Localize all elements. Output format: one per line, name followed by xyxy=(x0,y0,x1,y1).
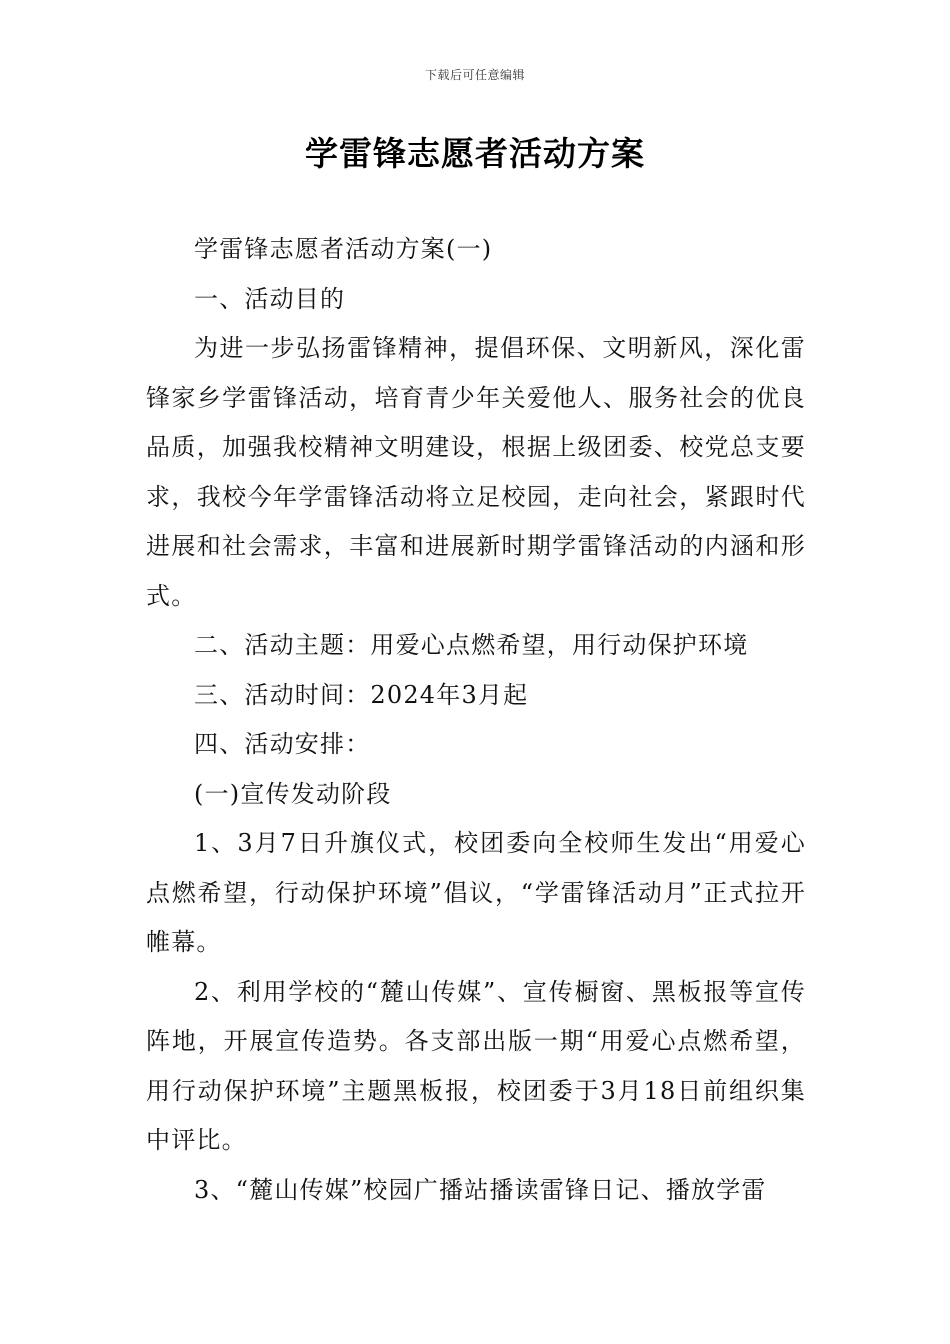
section-heading-arrangement: 四、活动安排： xyxy=(194,730,371,758)
list-item-2: 2、利用学校的“麓山传媒”、宣传橱窗、黑板报等宣传阵地，开展宣传造势。各支部出版一期“用爱心点燃希望，用行动保护环境”主题黑板报，校团委于3月18日前组织集中评比。 xyxy=(146,977,806,1154)
section-heading-time: 三、活动时间：2024年3月起 xyxy=(194,680,529,709)
section-heading-purpose: 一、活动目的 xyxy=(194,284,346,313)
header-note: 下载后可任意编辑 xyxy=(424,68,525,82)
list-item-1: 1、3月7日升旗仪式，校团委向全校师生发出“用爱心点燃希望，行动保护环境”倡议，“学雷锋活动月”正式拉开帷幕。 xyxy=(146,829,806,956)
subsection-heading-publicity: (一)宣传发动阶段 xyxy=(194,779,392,808)
section-heading-theme: 二、活动主题：用爱心点燃希望，用行动保护环境 xyxy=(194,631,749,659)
purpose-paragraph: 为进一步弘扬雷锋精神，提倡环保、文明新风，深化雷锋家乡学雷锋活动，培育青少年关爱他人、服务社会的优良品质，加强我校精神文明建设，根据上级团委、校党总支要求，我校今年学雷锋活动将立足校园，走向社会，紧跟时代进展和社会需求，丰富和进展新时期学雷锋活动的内涵和形式。 xyxy=(146,334,806,610)
subtitle-paragraph: 学雷锋志愿者活动方案(一) xyxy=(194,235,493,263)
document-title: 学雷锋志愿者活动方案 xyxy=(305,134,645,173)
document-body xyxy=(146,225,806,1215)
list-item-3: 3、“麓山传媒”校园广播站播读雷锋日记、播放学雷 xyxy=(194,1175,767,1204)
